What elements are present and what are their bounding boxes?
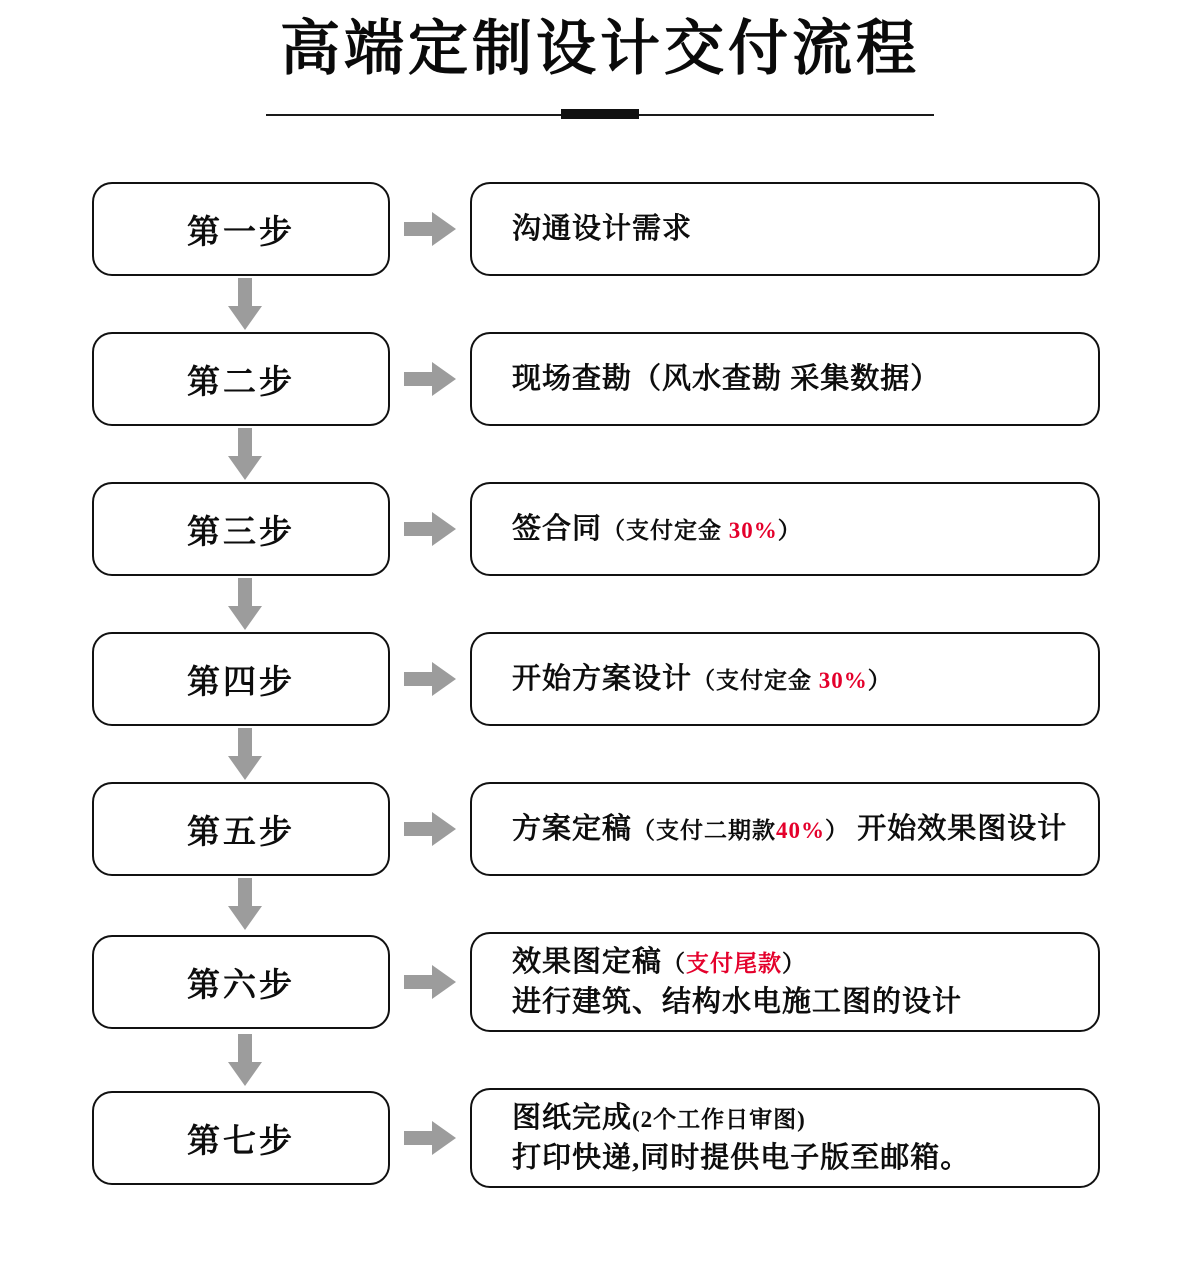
- flow-connector: [92, 426, 1100, 482]
- arrow-right-icon: [390, 512, 470, 546]
- step-detail-2[interactable]: [470, 332, 1100, 426]
- arrow-right-icon: [390, 965, 470, 999]
- step-box-4[interactable]: [92, 632, 390, 726]
- step-box-3[interactable]: [92, 482, 390, 576]
- detail-text: （支付定金: [602, 517, 729, 543]
- detail-text: ）: [867, 667, 892, 693]
- detail-text: 方案定稿: [512, 812, 633, 845]
- title-divider: [0, 108, 1200, 122]
- step-box-6[interactable]: [92, 935, 390, 1029]
- detail-line: [512, 359, 1098, 399]
- step-detail-3[interactable]: [470, 482, 1100, 576]
- arrow-right-icon: [390, 362, 470, 396]
- flow-row: [92, 482, 1100, 576]
- detail-text: 30%: [728, 517, 778, 543]
- detail-line: [512, 1098, 1098, 1138]
- step-detail-7[interactable]: [470, 1088, 1100, 1188]
- step-box-2[interactable]: [92, 332, 390, 426]
- detail-text: 现场查勘（风水查勘 采集数据）: [512, 362, 941, 395]
- flow-row: [92, 332, 1100, 426]
- detail-text: 签合同: [512, 512, 603, 545]
- detail-text: 支付尾款: [686, 951, 783, 976]
- step-detail-4[interactable]: [470, 632, 1100, 726]
- detail-text: 开始效果图设计: [849, 812, 1068, 845]
- flow-row: [92, 182, 1100, 276]
- detail-line: [512, 809, 1098, 849]
- detail-text: (2个工作日审图): [632, 1107, 806, 1133]
- flow-connector: [92, 576, 1100, 632]
- detail-text: 打印快递,同时提供电子版至邮箱。: [512, 1142, 971, 1175]
- arrow-down-icon: [228, 278, 262, 330]
- detail-text: 30%: [818, 667, 868, 693]
- flow-row: [92, 782, 1100, 876]
- step-detail-5[interactable]: [470, 782, 1100, 876]
- detail-text: （支付定金: [692, 667, 819, 693]
- process-flow: [0, 182, 1200, 1188]
- arrow-down-icon: [228, 878, 262, 930]
- step-label: 第四步: [187, 664, 295, 701]
- step-label: 第六步: [187, 967, 295, 1004]
- step-detail-1[interactable]: [470, 182, 1100, 276]
- detail-text: 图纸完成: [512, 1102, 633, 1135]
- detail-text: 进行建筑、结构水电施工图的设计: [512, 986, 963, 1019]
- flow-row: [92, 1088, 1100, 1188]
- detail-text: 沟通设计需求: [512, 212, 693, 245]
- step-box-1[interactable]: [92, 182, 390, 276]
- step-label: 第七步: [187, 1123, 295, 1160]
- detail-text: （支付二期款: [632, 817, 777, 843]
- detail-text: ）: [825, 817, 850, 843]
- detail-text: ）: [777, 517, 802, 543]
- detail-line: [512, 982, 1098, 1022]
- arrow-right-icon: [390, 1121, 470, 1155]
- flow-connector: [92, 726, 1100, 782]
- step-label: 第一步: [187, 214, 295, 251]
- arrow-down-icon: [228, 578, 262, 630]
- arrow-right-icon: [390, 662, 470, 696]
- detail-line: [512, 209, 1098, 249]
- detail-text: ）: [782, 951, 807, 976]
- page-title: 高端定制设计交付流程: [280, 16, 920, 82]
- flow-row: [92, 632, 1100, 726]
- arrow-down-icon: [228, 1034, 262, 1086]
- arrow-down-icon: [228, 428, 262, 480]
- step-box-7[interactable]: [92, 1091, 390, 1185]
- step-label: 第二步: [187, 364, 295, 401]
- detail-line: [512, 1138, 1098, 1178]
- detail-text: 效果图定稿: [512, 946, 663, 978]
- title-block: [0, 0, 1200, 122]
- arrow-right-icon: [390, 812, 470, 846]
- detail-text: 开始方案设计: [512, 662, 693, 695]
- detail-line: [512, 942, 1098, 982]
- detail-line: [512, 659, 1098, 699]
- divider-accent-bar: [561, 109, 639, 119]
- detail-line: [512, 509, 1098, 549]
- flow-connector: [92, 876, 1100, 932]
- flow-row: [92, 932, 1100, 1032]
- arrow-down-icon: [228, 728, 262, 780]
- step-detail-6[interactable]: [470, 932, 1100, 1032]
- detail-text: 40%: [776, 817, 826, 843]
- step-box-5[interactable]: [92, 782, 390, 876]
- step-label: 第三步: [187, 514, 295, 551]
- step-label: 第五步: [187, 814, 295, 851]
- arrow-right-icon: [390, 212, 470, 246]
- flow-connector: [92, 276, 1100, 332]
- detail-text: （: [662, 951, 687, 976]
- flow-connector: [92, 1032, 1100, 1088]
